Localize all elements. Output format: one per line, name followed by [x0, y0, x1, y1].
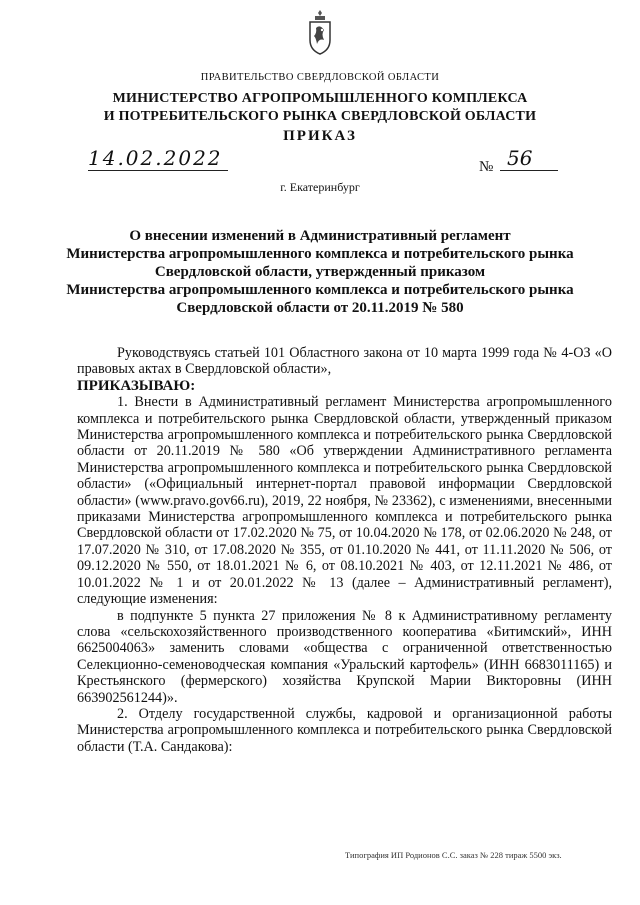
document-date: 14.02.2022 [88, 146, 223, 170]
item-1-subparagraph: в подпункте 5 пункта 27 приложения № 8 к Административному регламенту слова «сельскохозяйственного производственного кооператива «Битимский», ИНН 6625004063» заменить словами «общества с ограниченной ответственностью Селекционно-семеноводческая компания «Уральский картофель» (ИНН 6683011165) и Крестьянского (фермерского) хозяйства Крупской Марии Викторовны (ИНН 663902561244)». [77, 607, 612, 706]
document-subject [0, 227, 640, 317]
coat-of-arms-icon [307, 8, 333, 56]
city: г. Екатеринбург [280, 180, 360, 194]
subject-line-5: Свердловской области от 20.11.2019 № 580 [176, 300, 464, 316]
date-underline [88, 170, 228, 171]
subject-line-1: О внесении изменений в Административный регламент [129, 228, 511, 244]
number-underline [500, 170, 558, 171]
subject-line-4: Министерства агропромышленного комплекса и потребительского рынка [66, 282, 574, 298]
print-footer: Типография ИП Родионов С.С. заказ № 228 тираж 5500 экз. [345, 850, 562, 860]
document-number: 56 [507, 146, 533, 170]
ministry-title [0, 90, 640, 126]
preamble-paragraph: Руководствуясь статьей 101 Областного закона от 10 марта 1999 года № 4-ОЗ «О правовых актах в Свердловской области», [77, 345, 612, 378]
number-sign: № [479, 159, 494, 175]
item-2-paragraph: 2. Отделу государственной службы, кадровой и организационной работы Министерства агропромышленного комплекса и потребительского рынка Свердловской области (Т.А. Сандакова): [77, 705, 612, 755]
subject-line-2: Министерства агропромышленного комплекса и потребительского рынка [66, 246, 574, 262]
document-body [77, 345, 612, 755]
document-type: ПРИКАЗ [283, 128, 357, 144]
subject-line-3: Свердловской области, утвержденный приказом [154, 264, 486, 280]
ministry-line-1: МИНИСТЕРСТВО АГРОПРОМЫШЛЕННОГО КОМПЛЕКСА [112, 91, 528, 106]
order-word: ПРИКАЗЫВАЮ: [77, 377, 196, 394]
government-title: ПРАВИТЕЛЬСТВО СВЕРДЛОВСКОЙ ОБЛАСТИ [200, 72, 440, 83]
item-1-paragraph: 1. Внести в Административный регламент Министерства агропромышленного комплекса и потребительского рынка Свердловской области, утвержденный приказом Министерства агропромышленного комплекса и потребительского рынка Свердловской области от 20.11.2019 № 580 «Об утверждении Административного регламента Министерства агропромышленного комплекса и потребительского рынка Свердловской области» («Официальный интернет-портал правовой информации Свердловской области» (www.pravo.gov66.ru), 2019, 22 ноября, № 23362), с изменениями, внесенными приказами Министерства агропромышленного комплекса и потребительского рынка Свердловской области от 17.02.2020 № 75, от 10.04.2020 № 178, от 02.06.2020 № 248, от 17.07.2020 № 310, от 17.08.2020 № 355, от 01.10.2020 № 441, от 11.11.2020 № 506, от 09.12.2020 № 550, от 18.01.2021 № 6, от 08.10.2021 № 403, от 12.11.2021 № 486, от 10.01.2022 № 1 и от 20.01.2022 № 13 (далее – Административный регламент), следующие изменения: [77, 394, 612, 608]
ministry-line-2: И ПОТРЕБИТЕЛЬСКОГО РЫНКА СВЕРДЛОВСКОЙ ОБЛАСТИ [103, 109, 537, 124]
